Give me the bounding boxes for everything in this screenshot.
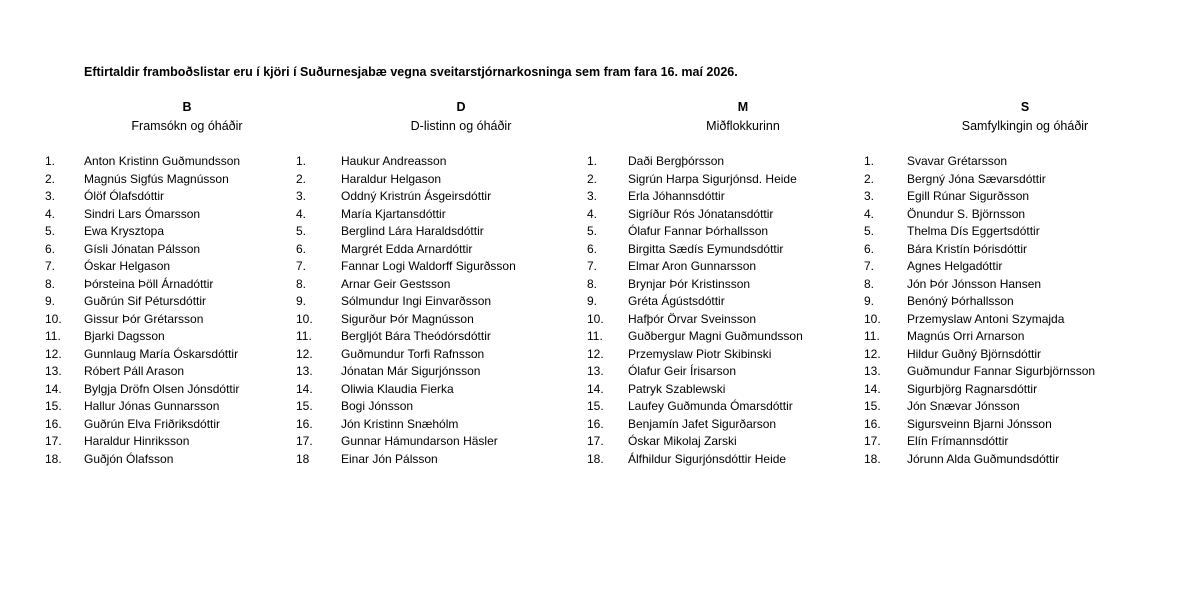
list-letter: D — [456, 100, 466, 114]
candidate-name: Svavar Grétarsson — [907, 154, 1008, 168]
candidate-name: Guðrún Elva Friðriksdóttir — [84, 416, 221, 431]
candidate-number: 3. — [296, 189, 307, 203]
candidate-number: 12. — [864, 346, 881, 361]
candidate-name: Óskar Mikolaj Zarski — [628, 434, 737, 448]
candidate-name: Ólafur Geir Írisarson — [628, 364, 737, 378]
candidate-name: Przemyslaw Antoni Szymajda — [907, 311, 1065, 326]
candidate-number: 14. — [296, 381, 313, 396]
candidate-number: 3. — [45, 189, 56, 203]
candidate-name: Anton Kristinn Guðmundsson — [84, 154, 241, 168]
candidate-number: 6. — [864, 241, 875, 256]
candidate-name: Guðjón Ólafsson — [84, 451, 174, 466]
list-letter: M — [737, 100, 749, 114]
candidate-name: Bjarki Dagsson — [84, 329, 165, 343]
candidate-name: Gissur Þór Grétarsson — [84, 311, 204, 326]
candidate-number: 2. — [296, 171, 307, 186]
candidate-name: Ólöf Ólafsdóttir — [84, 189, 165, 203]
candidate-number: 1. — [587, 154, 598, 168]
list-letter: B — [182, 100, 192, 114]
candidate-name: Jón Snævar Jónsson — [907, 399, 1020, 413]
candidate-name: Benjamín Jafet Sigurðarson — [628, 416, 777, 431]
candidate-name: Hallur Jónas Gunnarsson — [84, 399, 220, 413]
candidate-number: 15. — [587, 399, 604, 413]
candidate-number: 16. — [296, 416, 313, 431]
candidate-number: 10. — [864, 311, 881, 326]
candidate-number: 3. — [587, 189, 598, 203]
candidate-number: 5. — [296, 224, 307, 238]
candidate-name: Bára Kristín Þórisdóttir — [907, 241, 1028, 256]
candidate-name: Jón Kristinn Snæhólm — [341, 416, 459, 431]
candidate-name: Sólmundur Ingi Einvarðsson — [341, 294, 492, 308]
candidate-number: 18. — [864, 451, 881, 466]
candidate-name: Jónatan Már Sigurjónsson — [341, 364, 481, 378]
candidate-name: Sigurbjörg Ragnarsdóttir — [907, 381, 1038, 396]
candidate-number: 6. — [45, 241, 56, 256]
candidate-number: 17. — [864, 434, 881, 448]
candidate-name: Gunnlaug María Óskarsdóttir — [84, 346, 239, 361]
candidate-number: 1. — [296, 154, 307, 168]
candidate-name: Thelma Dís Eggertsdóttir — [907, 224, 1040, 238]
candidate-name: Egill Rúnar Sigurðsson — [907, 189, 1030, 203]
candidate-name: Przemyslaw Piotr Skibinski — [628, 346, 772, 361]
candidate-name: Berglind Lára Haraldsdóttir — [341, 224, 484, 238]
candidate-name: Sindri Lars Ómarsson — [84, 206, 201, 221]
candidate-number: 1. — [45, 154, 56, 168]
candidate-number: 2. — [45, 171, 56, 186]
candidate-number: 10. — [296, 311, 313, 326]
candidate-number: 4. — [587, 206, 598, 221]
candidate-number: 5. — [587, 224, 598, 238]
candidate-number: 18. — [45, 451, 62, 466]
candidate-number: 7. — [45, 259, 56, 273]
candidate-name: Bergljót Bára Theódórsdóttir — [341, 329, 491, 343]
party-name: Miðflokkurinn — [706, 119, 780, 133]
candidate-name: Róbert Páll Arason — [84, 364, 185, 378]
candidate-number: 12. — [45, 346, 62, 361]
candidate-number: 15. — [864, 399, 881, 413]
candidate-number: 11. — [296, 329, 312, 343]
candidate-number: 15. — [45, 399, 62, 413]
document-title: Eftirtaldir framboðslistar eru í kjöri í Suðurnesjabæ vegna sveitarstjórnarkosninga sem fram fara 16. maí 2026. — [84, 65, 738, 79]
list-header — [67, 100, 307, 133]
candidate-number: 8. — [864, 276, 875, 291]
candidate-name: Haraldur Hinriksson — [84, 434, 190, 448]
candidate-name: Jórunn Alda Guðmundsdóttir — [907, 451, 1060, 466]
candidate-number: 5. — [864, 224, 875, 238]
candidate-number: 11. — [587, 329, 603, 343]
candidate-number: 4. — [864, 206, 875, 221]
candidate-name: Margrét Edda Arnardóttir — [341, 241, 473, 256]
candidate-number: 1. — [864, 154, 875, 168]
candidate-name: Gunnar Hámundarson Häsler — [341, 434, 498, 448]
candidate-number: 9. — [587, 294, 598, 308]
candidate-number: 4. — [296, 206, 307, 221]
candidate-number: 8. — [296, 276, 307, 291]
candidate-name: Brynjar Þór Kristinsson — [628, 276, 751, 291]
party-name: D-listinn og óháðir — [410, 119, 512, 133]
party-name: Framsókn og óháðir — [131, 119, 243, 133]
candidate-name: Þórsteina Þöll Árnadóttir — [84, 276, 214, 291]
candidate-name: Bergný Jóna Sævarsdóttir — [907, 171, 1046, 186]
candidate-name: Patryk Szablewski — [628, 381, 726, 396]
list-letter: S — [1020, 100, 1030, 114]
candidate-number: 9. — [864, 294, 875, 308]
candidate-name: Guðrún Sif Pétursdóttir — [84, 294, 207, 308]
candidate-name: Gréta Ágústsdóttir — [628, 294, 725, 308]
candidate-number: 4. — [45, 206, 56, 221]
candidate-name: Sigrún Harpa Sigurjónsd. Heide — [628, 171, 797, 186]
candidate-name: Elín Frímannsdóttir — [907, 434, 1009, 448]
candidate-name: Birgitta Sædís Eymundsdóttir — [628, 241, 784, 256]
candidate-number: 10. — [45, 311, 62, 326]
candidate-number: 7. — [296, 259, 307, 273]
candidate-name: Sigursveinn Bjarni Jónsson — [907, 416, 1052, 431]
candidate-number: 12. — [587, 346, 604, 361]
candidate-number: 17. — [45, 434, 62, 448]
candidate-number: 16. — [864, 416, 881, 431]
candidate-name: Sigurður Þór Magnússon — [341, 311, 474, 326]
candidate-name: Elmar Aron Gunnarsson — [628, 259, 757, 273]
candidate-name: Agnes Helgadóttir — [907, 259, 1003, 273]
candidate-number: 5. — [45, 224, 56, 238]
candidate-number: 12. — [296, 346, 313, 361]
candidate-number: 15. — [296, 399, 313, 413]
candidate-name: Guðbergur Magni Guðmundsson — [628, 329, 803, 343]
candidate-number: 14. — [864, 381, 881, 396]
candidate-number: 13. — [587, 364, 604, 378]
candidate-number: 16. — [587, 416, 604, 431]
candidate-number: 16. — [45, 416, 62, 431]
candidate-number: 2. — [587, 171, 598, 186]
candidate-name: Gísli Jónatan Pálsson — [84, 241, 201, 256]
candidate-name: Fannar Logi Waldorff Sigurðsson — [341, 259, 516, 273]
candidate-name: Sigríður Rós Jónatansdóttir — [628, 206, 774, 221]
candidate-name: Önundur S. Björnsson — [907, 206, 1026, 221]
candidate-name: Guðmundur Torfi Rafnsson — [341, 346, 485, 361]
candidate-name: Daði Bergþórsson — [628, 154, 725, 168]
candidate-number: 6. — [296, 241, 307, 256]
candidate-name: Oddný Kristrún Ásgeirsdóttir — [341, 189, 492, 203]
candidate-name: Magnús Sigfús Magnússon — [84, 171, 229, 186]
candidate-name: Haukur Andreasson — [341, 154, 447, 168]
candidate-name: Bogi Jónsson — [341, 399, 414, 413]
list-header — [341, 100, 581, 133]
candidate-name: Laufey Guðmunda Ómarsdóttir — [628, 399, 793, 413]
list-header — [623, 100, 863, 133]
candidate-name: Haraldur Helgason — [341, 171, 442, 186]
candidate-number: 14. — [587, 381, 604, 396]
candidate-name: Ólafur Fannar Þórhallsson — [628, 224, 769, 238]
candidate-name: Oliwia Klaudia Fierka — [341, 381, 454, 396]
candidate-number: 9. — [296, 294, 307, 308]
candidate-number: 11. — [45, 329, 61, 343]
candidate-number: 17. — [587, 434, 604, 448]
candidate-number: 13. — [45, 364, 62, 378]
candidate-number: 6. — [587, 241, 598, 256]
candidate-name: Ewa Krysztopa — [84, 224, 165, 238]
candidate-number: 2. — [864, 171, 875, 186]
candidate-number: 14. — [45, 381, 62, 396]
candidate-name: Einar Jón Pálsson — [341, 451, 438, 466]
candidate-name: Óskar Helgason — [84, 259, 171, 273]
candidate-number: 13. — [296, 364, 313, 378]
candidate-name: Hafþór Örvar Sveinsson — [628, 311, 757, 326]
candidate-number: 10. — [587, 311, 604, 326]
candidate-name: Benóný Þórhallsson — [907, 294, 1014, 308]
candidate-name: Magnús Orri Arnarson — [907, 329, 1025, 343]
candidate-number: 18 — [296, 451, 310, 466]
candidate-number: 7. — [587, 259, 598, 273]
candidate-number: 3. — [864, 189, 875, 203]
candidate-name: Arnar Geir Gestsson — [341, 276, 451, 291]
candidate-number: 18. — [587, 451, 604, 466]
candidate-name: María Kjartansdóttir — [341, 206, 446, 221]
candidate-number: 7. — [864, 259, 875, 273]
candidate-number: 8. — [45, 276, 56, 291]
candidate-number: 9. — [45, 294, 56, 308]
candidate-number: 17. — [296, 434, 313, 448]
list-header — [905, 100, 1145, 133]
party-name: Samfylkingin og óháðir — [961, 119, 1089, 133]
candidate-name: Guðmundur Fannar Sigurbjörnsson — [907, 364, 1096, 378]
candidate-name: Erla Jóhannsdóttir — [628, 189, 725, 203]
candidate-name: Álfhildur Sigurjónsdóttir Heide — [628, 451, 787, 466]
candidate-name: Jón Þór Jónsson Hansen — [907, 276, 1042, 291]
candidate-name: Hildur Guðný Björnsdóttir — [907, 346, 1042, 361]
candidate-number: 13. — [864, 364, 881, 378]
candidate-name: Bylgja Dröfn Olsen Jónsdóttir — [84, 381, 240, 396]
candidate-number: 8. — [587, 276, 598, 291]
candidate-number: 11. — [864, 329, 880, 343]
